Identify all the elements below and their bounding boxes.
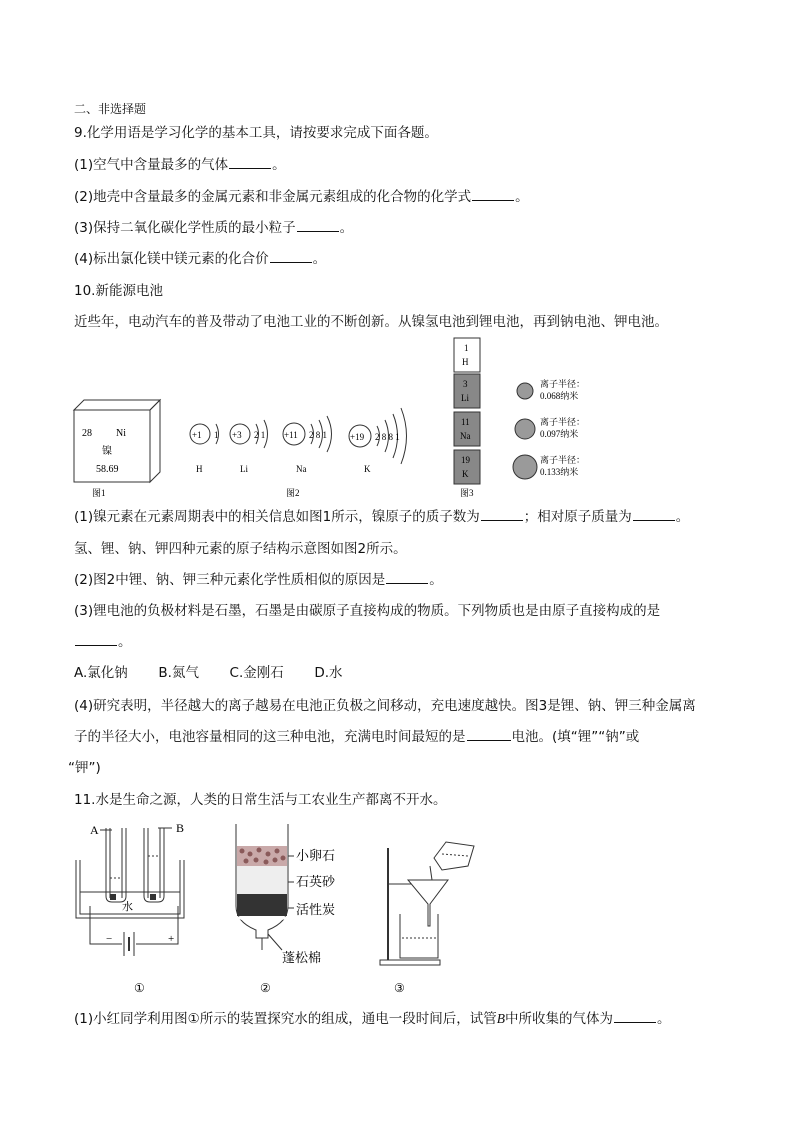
tube-a-label: A — [90, 823, 99, 837]
electron-shells: 2 1 — [254, 430, 266, 440]
answer-blank[interactable] — [467, 728, 511, 741]
q10-part4-line1: (4)研究表明，半径越大的离子越易在电池正负极之间移动，充电速度越快。图3是锂、钠、钾三种金属离 — [74, 698, 696, 714]
figure-3-caption: 图3 — [460, 488, 474, 498]
k-radius: 0.133纳米 — [540, 467, 579, 477]
q11-stem: 11.水是生命之源，人类的日常生活与工农业生产都离不开水。 — [74, 792, 447, 808]
answer-blank[interactable] — [386, 571, 428, 584]
figure-2-caption: ② — [260, 981, 271, 995]
tube-b-label: B — [176, 821, 185, 835]
atom-label: K — [364, 464, 371, 474]
nickel-number: 28 — [82, 428, 92, 439]
electron-shells: 1 — [214, 430, 219, 440]
na-radius: 0.097纳米 — [540, 429, 579, 439]
minus-terminal: − — [106, 933, 113, 945]
radius-label: 离子半径： — [540, 379, 586, 389]
answer-blank[interactable] — [75, 633, 117, 646]
option-a[interactable]: A.氯化钠 — [74, 665, 128, 681]
radius-label: 离子半径： — [540, 455, 586, 465]
layer-pebbles: 小卵石 — [296, 848, 336, 863]
nucleus-charge: +19 — [350, 432, 365, 442]
nickel-mass: 58.69 — [96, 464, 119, 475]
q11-part1: (1)小红同学利用图①所示的装置探究水的组成，通电一段时间后，试管B中所收集的气体为 。 — [74, 1011, 671, 1027]
q10-part4-line3: “钾”) — [68, 760, 101, 776]
q10-intro: 近些年，电动汽车的普及带动了电池工业的不断创新。从镍氢电池到锂电池，再到钠电池、钾电池。 — [74, 314, 668, 330]
q10-title: 10.新能源电池 — [74, 283, 163, 299]
radius-label: 离子半径： — [540, 417, 586, 427]
answer-blank[interactable] — [270, 250, 312, 263]
q9-part4: (4)标出氯化镁中镁元素的化合价 。 — [74, 251, 327, 267]
li-radius: 0.068纳米 — [540, 391, 579, 401]
q9-part3: (3)保持二氧化碳化学性质的最小粒子 。 — [74, 220, 354, 236]
nickel-symbol: Ni — [116, 428, 126, 439]
figure-2-caption: 图2 — [286, 488, 300, 498]
hydrogen-symbol: H — [462, 357, 469, 367]
nickel-name: 镍 — [102, 446, 112, 457]
answer-blank[interactable] — [614, 1010, 656, 1023]
li-symbol: Li — [461, 393, 469, 403]
atom-label: Na — [296, 464, 307, 474]
na-symbol: Na — [460, 431, 471, 441]
k-symbol: K — [462, 469, 469, 479]
figure-1-caption: ① — [134, 981, 145, 995]
q9-part2: (2)地壳中含量最多的金属元素和非金属元素组成的化合物的化学式 。 — [74, 189, 529, 205]
q10-part3-line1: (3)锂电池的负极材料是石墨，石墨是由碳原子直接构成的物质。下列物质也是由原子直接构成的是 — [74, 603, 661, 619]
atom-label: Li — [240, 464, 248, 474]
li-number: 3 — [463, 379, 468, 389]
option-c[interactable]: C.金刚石 — [229, 665, 284, 681]
q10-part2: (2)图2中锂、钠、钾三种元素化学性质相似的原因是 。 — [74, 572, 443, 588]
answer-blank[interactable] — [633, 508, 675, 521]
option-d[interactable]: D.水 — [314, 665, 343, 681]
layer-quartz-sand: 石英砂 — [296, 874, 336, 889]
atom-hydrogen — [190, 424, 219, 474]
answer-blank[interactable] — [472, 188, 514, 201]
k-number: 19 — [461, 455, 470, 465]
option-b[interactable]: B.氮气 — [158, 665, 199, 681]
q10-note: 氢、锂、钠、钾四种元素的原子结构示意图如图2所示。 — [74, 541, 407, 557]
figure-electrolysis-apparatus — [72, 818, 204, 998]
layer-activated-carbon: 活性炭 — [296, 902, 336, 917]
q10-part1: (1)镍元素在元素周期表中的相关信息如图1所示，镍原子的质子数为 ；相对原子质量为 。 — [74, 509, 690, 525]
nucleus-charge: +3 — [232, 430, 242, 440]
q9-part1: (1)空气中含量最多的气体 。 — [74, 157, 286, 173]
na-number: 11 — [461, 417, 470, 427]
atom-label: H — [196, 464, 203, 474]
electron-shells: 2 8 8 1 — [375, 432, 400, 442]
atom-lithium — [230, 420, 268, 474]
figure-1-caption: 图1 — [92, 488, 106, 498]
q9-stem: 9.化学用语是学习化学的基本工具，请按要求完成下面各题。 — [74, 125, 438, 141]
figure-water-filter — [226, 818, 356, 998]
answer-blank[interactable] — [229, 156, 271, 169]
answer-blank[interactable] — [481, 508, 523, 521]
figure-1-nickel-cell — [66, 392, 166, 500]
q10-options — [74, 664, 343, 682]
nucleus-charge: +1 — [192, 430, 202, 440]
layer-cotton: 蓬松棉 — [282, 950, 322, 965]
figure-3-caption: ③ — [394, 981, 405, 995]
answer-blank[interactable] — [297, 219, 339, 232]
figure-2-atomic-structures — [178, 392, 438, 500]
electron-shells: 2 8 1 — [309, 430, 327, 440]
section-title: 二、非选择题 — [74, 102, 147, 116]
q10-part4-line2: 子的半径大小，电池容量相同的这三种电池，充满电时间最短的是 电池。(填“锂”“钠”或 — [74, 729, 640, 745]
nucleus-charge: +11 — [284, 430, 298, 440]
plus-terminal: + — [168, 933, 175, 945]
atom-sodium — [283, 416, 332, 474]
hydrogen-number: 1 — [464, 343, 469, 353]
q10-part3-line2: 。 — [74, 633, 132, 651]
figure-3-ionic-radii — [448, 336, 618, 500]
atom-potassium — [349, 408, 407, 474]
water-label: 水 — [122, 901, 133, 913]
figure-filtration — [372, 818, 492, 998]
